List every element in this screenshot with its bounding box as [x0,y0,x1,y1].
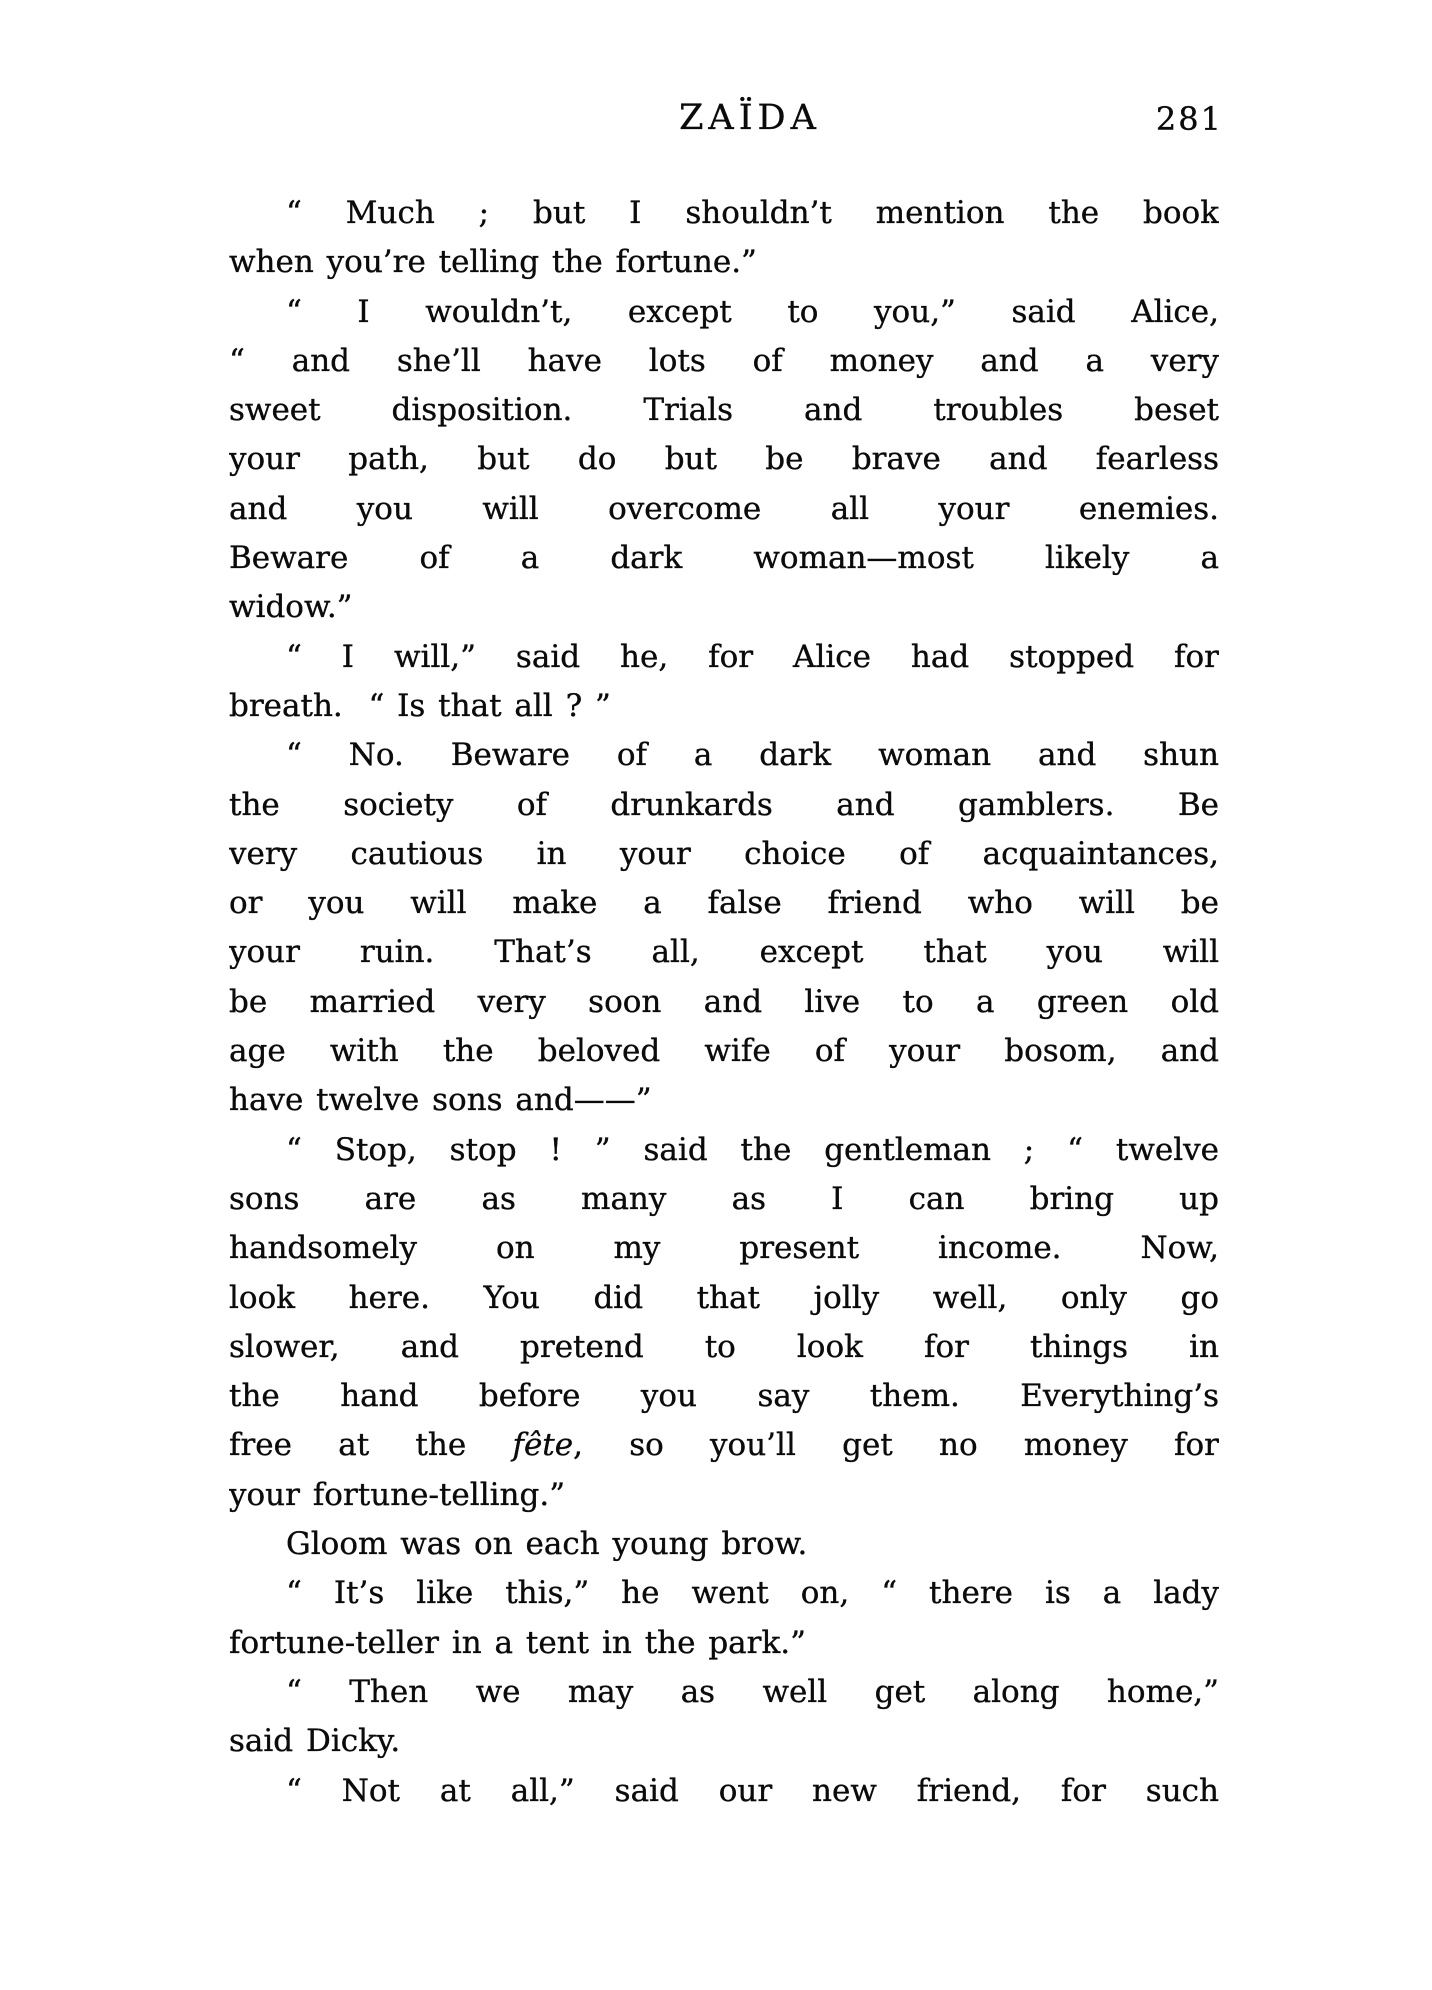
text-line [229,485,1219,534]
running-head [229,98,1223,152]
text-segment: said Dicky. [229,1723,401,1760]
text-segment: free at the [229,1427,513,1464]
text-line [229,1126,1219,1175]
text-segment: breath. “ Is that all ? ” [229,687,611,724]
text-segment: when you’re telling the fortune.” [229,244,757,281]
text-segment: the hand before you say them. Everything’s [229,1378,1219,1415]
text-line [229,189,1219,238]
text-segment: age with the beloved wife of your bosom, and [229,1033,1219,1070]
text-segment: your fortune-telling.” [229,1476,566,1513]
text-segment: “ and she’ll have lots of money and a very [229,342,1219,379]
text-line [229,1717,1219,1766]
text-line [229,534,1219,583]
text-segment: “ It’s like this,” he went on, “ there is a lady [286,1575,1219,1612]
text-line [229,386,1219,435]
text-line [229,1027,1219,1076]
text-segment: your ruin. That’s all, except that you will [229,934,1219,971]
text-segment: sweet disposition. Trials and troubles beset [229,392,1219,429]
text-segment: “ No. Beware of a dark woman and shun [286,737,1219,774]
italic-text: fête [512,1427,574,1464]
text-line [229,1767,1219,1816]
text-line [229,830,1219,879]
text-line [229,1421,1219,1470]
text-line [229,1274,1219,1323]
text-line [229,879,1219,928]
text-line [229,781,1219,830]
page-title: ZAÏDA [679,98,821,138]
text-line [229,1520,1219,1569]
text-line [229,337,1219,386]
text-block [229,189,1219,1816]
text-segment: “ I wouldn’t, except to you,” said Alice, [286,293,1219,330]
text-line [229,1569,1219,1618]
text-segment: look here. You did that jolly well, only go [229,1279,1219,1316]
text-line [229,1471,1219,1520]
text-line [229,1076,1219,1125]
text-line [229,1619,1219,1668]
text-line [229,435,1219,484]
text-segment: the society of drunkards and gamblers. Be [229,786,1219,823]
text-segment: “ Much ; but I shouldn’t mention the book [286,195,1219,231]
text-segment: handsomely on my present income. Now, [229,1230,1219,1267]
text-line [229,1668,1219,1717]
text-line [229,1175,1219,1224]
text-segment: Gloom was on each young brow. [286,1526,808,1563]
text-segment: Beware of a dark woman—most likely a [229,540,1219,577]
text-segment: , so you’ll get no money for [573,1427,1219,1464]
text-line [229,978,1219,1027]
text-line [229,928,1219,977]
text-line [229,238,1219,287]
text-line [229,288,1219,337]
text-line [229,1323,1219,1372]
text-line [229,1372,1219,1421]
text-segment: “ Stop, stop ! ” said the gentleman ; “ twelve [286,1131,1219,1168]
text-segment: your path, but do but be brave and fearless [229,441,1219,478]
text-line [229,1224,1219,1273]
text-segment: sons are as many as I can bring up [229,1180,1219,1217]
text-segment: fortune-teller in a tent in the park.” [229,1624,806,1661]
text-line [229,682,1219,731]
text-line [229,731,1219,780]
text-segment: and you will overcome all your enemies. [229,490,1219,527]
text-segment: slower, and pretend to look for things in [229,1328,1219,1365]
text-segment: be married very soon and live to a green old [229,983,1219,1020]
text-line [229,633,1219,682]
text-segment: “ Then we may as well get along home,” [286,1673,1219,1710]
text-segment: have twelve sons and——” [229,1082,652,1119]
text-segment: “ I will,” said he, for Alice had stopped for [286,638,1219,675]
text-segment: widow.” [229,589,353,626]
text-line [229,583,1219,632]
text-segment: very cautious in your choice of acquaintances, [229,835,1219,872]
page-number: 281 [1155,100,1223,138]
text-segment: or you will make a false friend who will be [229,885,1219,922]
text-segment: “ Not at all,” said our new friend, for such [286,1772,1219,1809]
